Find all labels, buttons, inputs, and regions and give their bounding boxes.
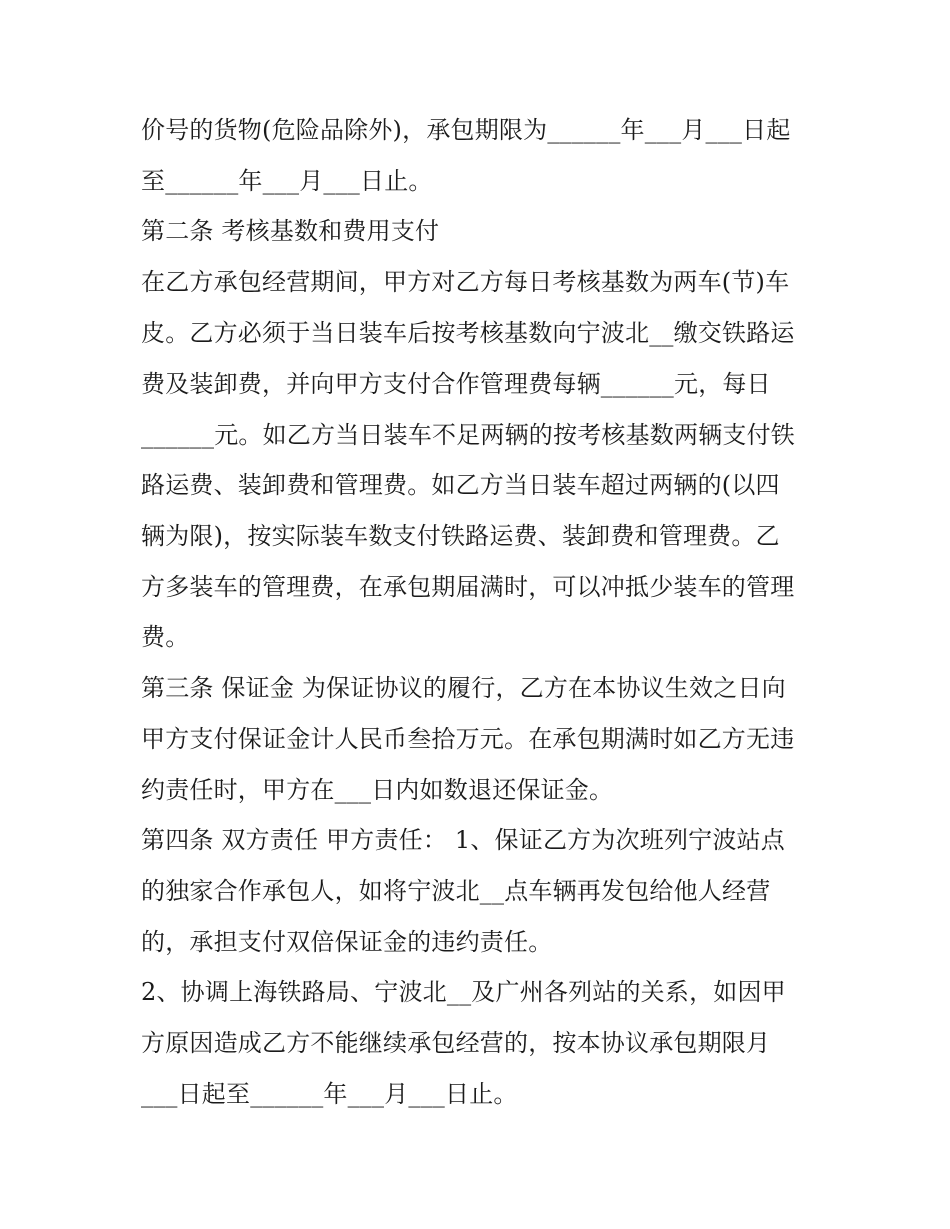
text-line: ______元。如乙方当日装车不足两辆的按考核基数两辆支付铁 — [141, 421, 795, 449]
section-heading: 第三条 保证金 为保证协议的履行，乙方在本协议生效之日向 — [141, 674, 786, 702]
text-line: 辆为限)，按实际装车数支付铁路运费、装卸费和管理费。乙 — [141, 522, 780, 550]
text-line: 方多装车的管理费，在承包期届满时，可以冲抵少装车的管理 — [141, 573, 795, 601]
section-heading: 第二条 考核基数和费用支付 — [141, 217, 440, 245]
text-line: 2、协调上海铁路局、宁波北__及广州各列站的关系，如因甲 — [141, 978, 786, 1006]
text-line: ___日起至______年___月___日止。 — [141, 1080, 518, 1108]
text-line: 方原因造成乙方不能继续承包经营的，按本协议承包期限月 — [141, 1029, 771, 1057]
text-line: 的独家合作承包人，如将宁波北__点车辆再发包给他人经营 — [141, 877, 771, 905]
text-line: 的，承担支付双倍保证金的违约责任。 — [141, 928, 553, 956]
text-line: 费。 — [141, 623, 190, 651]
text-line: 约责任时，甲方在___日内如数退还保证金。 — [141, 776, 614, 804]
text-line: 在乙方承包经营期间，甲方对乙方每日考核基数为两车(节)车 — [141, 268, 790, 296]
text-line: 皮。乙方必须于当日装车后按考核基数向宁波北__缴交铁路运 — [141, 319, 795, 347]
text-line: 至______年___月___日止。 — [141, 167, 433, 195]
section-heading: 第四条 双方责任 甲方责任： 1、保证乙方为次班列宁波站点 — [141, 826, 785, 854]
text-line: 甲方支付保证金计人民币叁拾万元。在承包期满时如乙方无违 — [141, 725, 795, 753]
text-line: 路运费、装卸费和管理费。如乙方当日装车超过两辆的(以四 — [141, 471, 780, 499]
text-line: 费及装卸费，并向甲方支付合作管理费每辆______元，每日 — [141, 370, 771, 398]
text-line: 价号的货物(危险品除外)，承包期限为______年___月___日起 — [141, 116, 791, 144]
